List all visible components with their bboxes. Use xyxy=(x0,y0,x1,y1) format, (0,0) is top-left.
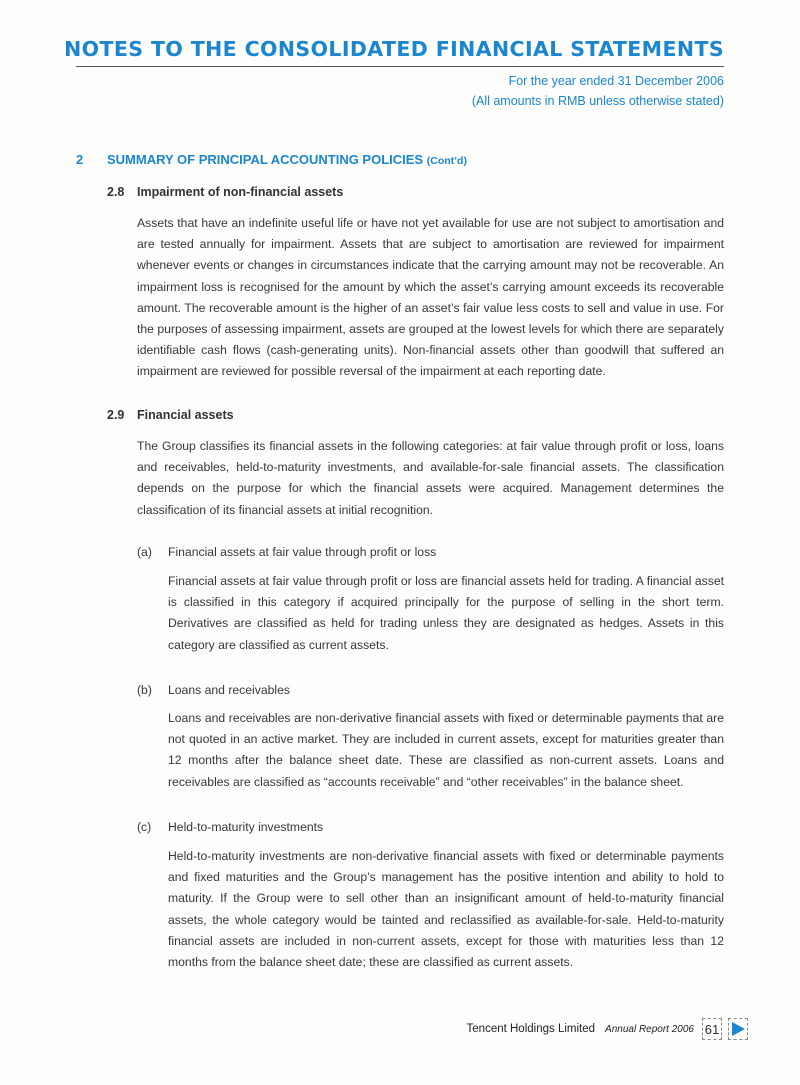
item-body-a: Financial assets at fair value through profit or loss are financial assets held for trading. A financial asset is classified in this category if acquired principally for the purpose of selling in the short term. Derivatives are classified as held for trading unless they are designated as hedges. Assets in this category are classified as current assets. xyxy=(168,574,724,652)
item-title-c: Held-to-maturity investments xyxy=(168,820,324,834)
report-name: Annual Report 2006 xyxy=(605,1023,694,1035)
item-body-b: Loans and receivables are non-derivative financial assets with fixed or determinable payments that are not quoted in an active market. They are included in current assets, except for maturities greater than 12 months after the balance sheet date. These are classified as non-current assets. Loans and receivables are classified as “accounts receivable” and “other receivables” in the balance sheet. xyxy=(168,711,724,789)
currency-statement: (All amounts in RMB unless otherwise stated) xyxy=(471,94,724,108)
next-page-button[interactable] xyxy=(728,1018,748,1040)
item-body-c: Held-to-maturity investments are non-derivative financial assets with fixed or determinable payments and fixed maturities and the Group’s management has the positive intention and ability to hold to maturity. If the Group were to sell other than an insignificant amount of held-to-maturity financial assets, the whole category would be tainted and reclassified as available-for-sale. Held-to-maturity financial assets are included in non-current assets, except for those with maturities less than 12 months from the balance sheet date; these are classified as current assets. xyxy=(168,849,724,970)
section-title-text: SUMMARY OF PRINCIPAL ACCOUNTING POLICIES xyxy=(107,152,424,167)
subsection-body-2-8: Assets that have an indefinite useful life or have not yet available for use are not subject to amortisation and are tested annually for impairment. Assets that are subject to amortisation are reviewed for impairment whenever events or changes in circumstances indicate that the carrying amount may not be recoverable. An impairment loss is recognised for the amount by which the asset’s carrying amount exceeds its recoverable amount. The recoverable amount is the higher of an asset’s fair value less costs to sell and value in use. For the purposes of assessing impairment, assets are grouped at the lowest levels for which there are separately identifiable cash flows (cash-generating units). Non-financial assets other than goodwill that suffered an impairment are reviewed for possible reversal of the impairment at each reporting date. xyxy=(137,216,724,379)
section-title xyxy=(107,152,467,167)
company-name: Tencent Holdings Limited xyxy=(466,1023,596,1035)
subsection-number-2-8: 2.8 xyxy=(107,185,125,199)
subsection-title-2-8: Impairment of non-financial assets xyxy=(137,185,344,199)
item-title-a: Financial assets at fair value through profit or loss xyxy=(168,545,437,559)
page-footer xyxy=(467,1018,748,1040)
subsection-body-2-9: The Group classifies its financial assets in the following categories: at fair value through profit or loss, loans and receivables, held-to-maturity investments, and available-for-sale financial assets. The classification depends on the purpose for which the financial assets were acquired. Management determines the classification of its financial assets at initial recognition. xyxy=(137,439,724,517)
play-arrow-icon xyxy=(731,1022,745,1036)
header-divider xyxy=(76,66,724,67)
subsection-number-2-9: 2.9 xyxy=(107,408,125,422)
item-label-b: (b) xyxy=(137,683,152,697)
period-statement: For the year ended 31 December 2006 xyxy=(508,74,724,88)
page-number: 61 xyxy=(702,1018,722,1040)
item-title-b: Loans and receivables xyxy=(168,683,290,697)
item-label-c: (c) xyxy=(137,820,152,834)
section-contd: (Cont’d) xyxy=(426,155,467,167)
page-title: NOTES TO THE CONSOLIDATED FINANCIAL STATEMENTS xyxy=(64,37,724,61)
item-label-a: (a) xyxy=(137,545,152,559)
subsection-title-2-9: Financial assets xyxy=(137,408,234,422)
section-number: 2 xyxy=(76,152,84,167)
